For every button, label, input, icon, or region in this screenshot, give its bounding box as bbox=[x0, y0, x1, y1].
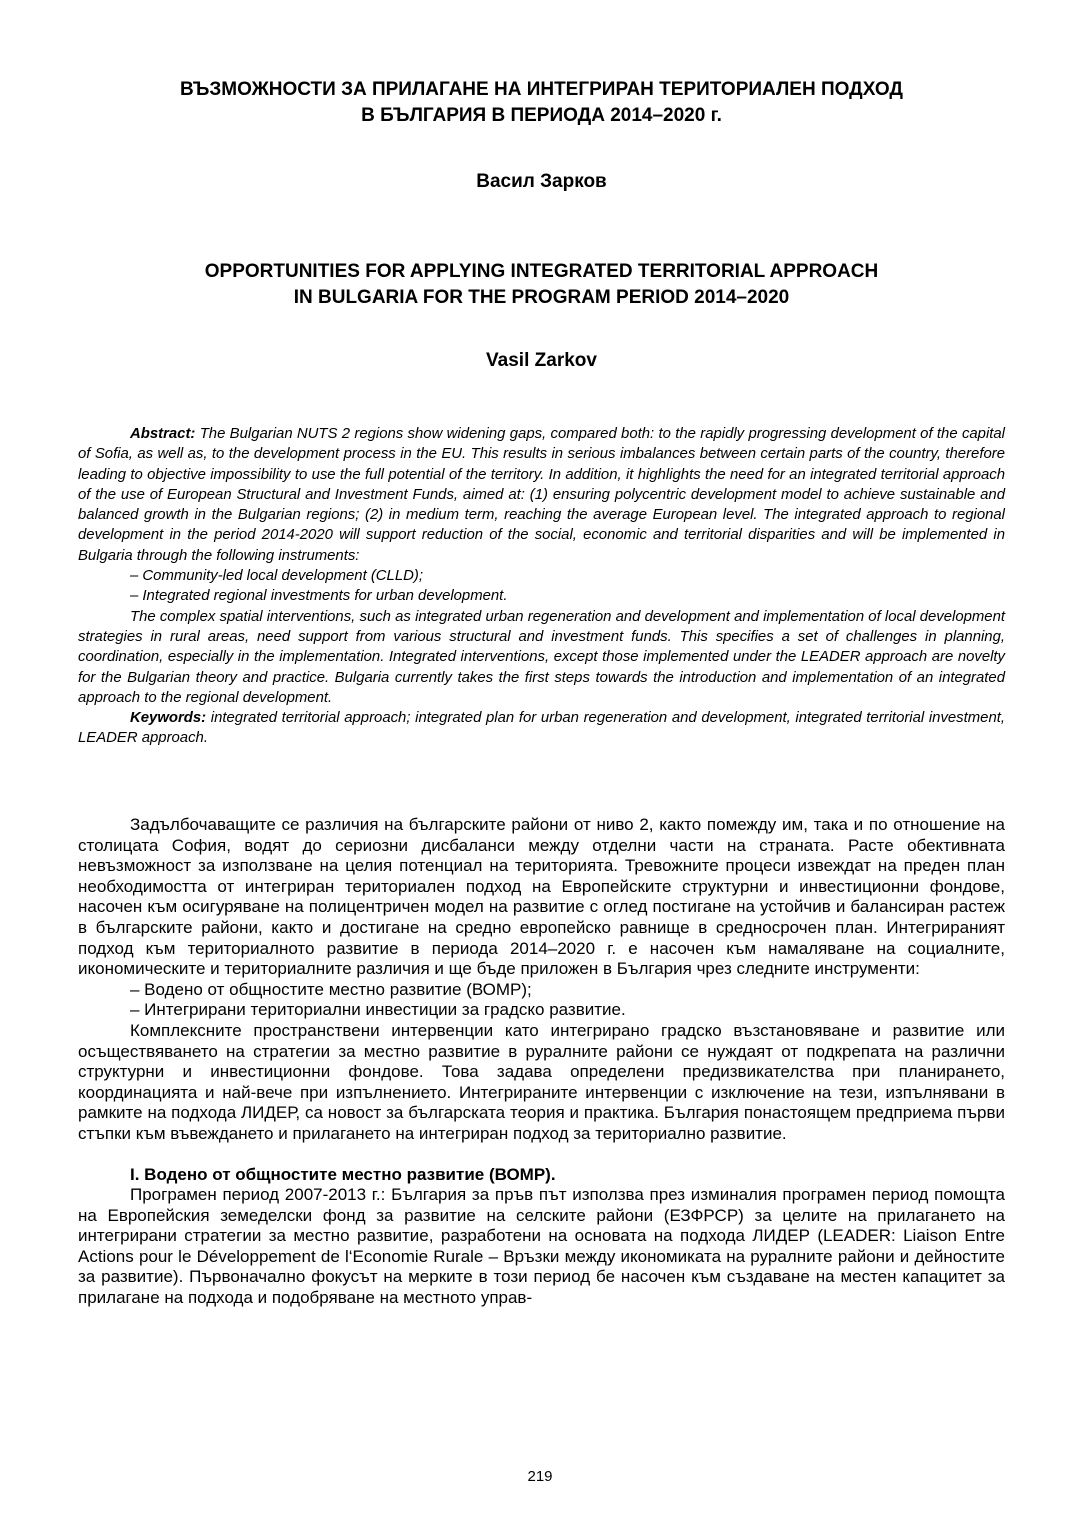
title-bulgarian bbox=[78, 77, 1005, 129]
title-english-line1: OPPORTUNITIES FOR APPLYING INTEGRATED TERRITORIAL APPROACH bbox=[204, 261, 879, 282]
keywords-label: Keywords: bbox=[130, 710, 207, 727]
body-paragraph-3: Програмен период 2007-2013 г.: България за пръв път използва през изминалия програмен период помощта на Европейския земеделски фонд за развитие на селските райони (ЕЗФРСР) за целите на прилагането на интегрирани стратегии за местно развитие, разработени на основата на подхода ЛИДЕР (LEADER: Liaison Entre Actions pour le Développement de l‘Economie Rurale – Връзки между икономиката на руралните райони и дейностите за развитие). Първоначално фокусът на мерките в този период бе насочен към създаване на местен капацитет за прилагане на подхода и подобряване на местното управ- bbox=[78, 1185, 1005, 1308]
title-bulgarian-line1: ВЪЗМОЖНОСТИ ЗА ПРИЛАГАНЕ НА ИНТЕГРИРАН ТЕРИТОРИАЛЕН ПОДХОД bbox=[180, 79, 903, 100]
author-english: Vasil Zarkov bbox=[486, 350, 597, 371]
body-item-iti: – Интегрирани териториални инвестиции за градско развитие. bbox=[130, 1000, 626, 1020]
keywords-text: integrated territorial approach; integrated plan for urban regeneration and development, integrated territorial investment, LEADER approach. bbox=[78, 710, 1005, 747]
title-english-line2: IN BULGARIA FOR THE PROGRAM PERIOD 2014–2020 bbox=[293, 287, 790, 308]
abstract-label: Abstract: bbox=[130, 426, 196, 442]
title-english bbox=[78, 259, 1005, 311]
abstract-item-clld: – Community-led local development (CLLD); bbox=[130, 568, 423, 585]
body-paragraph-1: Задълбочаващите се различия на българските райони от ниво 2, както помежду им, така и по отношение на столицата София, водят до сериозни дисбаланси между отделни части на страната. Расте обективната невъзможност за използване на целия потенциал на територията. Тревожните процеси извеждат на преден план необходимостта от интегриран териториален подход на Европейските структурни и инвестиционни фондове, насочен към осигуряване на полицентричен модел на развитие с оглед постигане на устойчив и балансиран растеж в българските райони, както и достигане на средно европейско равнище в средносрочен план. Интегрираният подход към териториалното развитие в периода 2014–2020 г. е насочен към намаляване на социалните, икономическите и териториалните различия и ще бъде приложен в България чрез следните инструменти: bbox=[78, 815, 1005, 979]
title-bulgarian-line2: В БЪЛГАРИЯ В ПЕРИОДА 2014–2020 г. bbox=[361, 105, 722, 126]
page-number: 219 bbox=[527, 1468, 553, 1485]
author-bulgarian: Васил Зарков bbox=[476, 171, 607, 192]
keywords bbox=[78, 708, 1005, 749]
body-paragraph-2: Комплексните пространствени интервенции като интегрирано градско възстановяване и развитие или осъществяването на стратегии за местно развитие в руралните райони се нуждаят от подкрепата на различни структурни и инвестиционни фондове. Това задава определени предизвикателства при планирането, координацията и най-вече при изпълнението. Интегрираните интервенции с изключение на тези, изпълнявани в рамките на подхода ЛИДЕР, са новост за българската теория и практика. България понастоящем предприема първи стъпки към въвеждането и прилагането на интегриран подход за териториално развитие. bbox=[78, 1020, 1005, 1143]
abstract-paragraph-2: The complex spatial interventions, such as integrated urban regeneration and development and implementation of local development strategies in rural areas, need support from various structural and investment funds. This specifies a set of challenges in planning, coordination, especially in the implementation. Integrated interventions, except those implemented under the LEADER approach are novelty for the Bulgarian theory and practice. Bulgaria currently takes the first steps towards the introduction and implementation of an integrated approach to the regional development. bbox=[78, 608, 1005, 706]
abstract-item-investments: – Integrated regional investments for urban development. bbox=[130, 588, 508, 605]
abstract-paragraph bbox=[78, 424, 1005, 566]
section-heading: I. Водено от общностите местно развитие (ВОМР). bbox=[130, 1164, 556, 1184]
body-item-vomr: – Водено от общностите местно развитие (ВОМР); bbox=[130, 979, 532, 999]
abstract-text: The Bulgarian NUTS 2 regions show widening gaps, compared both: to the rapidly progressing development of the capital of Sofia, as well as, to the development process in the EU. This results in serious imbalances between certain parts of the country, therefore leading to objective impossibility to use the full potential of the territory. In addition, it highlights the need for an integrated territorial approach of the use of European Structural and Investment Funds, aimed at: (1) ensuring polycentric development model to achieve sustainable and balanced growth in the Bulgarian regions; (2) in medium term, reaching the average European level. The integrated approach to regional development in the period 2014-2020 will support reduction of the social, economic and territorial disparities and will be implemented in Bulgaria through the following instruments: bbox=[78, 426, 1005, 564]
body-text bbox=[78, 815, 1005, 1309]
abstract bbox=[78, 424, 1005, 749]
